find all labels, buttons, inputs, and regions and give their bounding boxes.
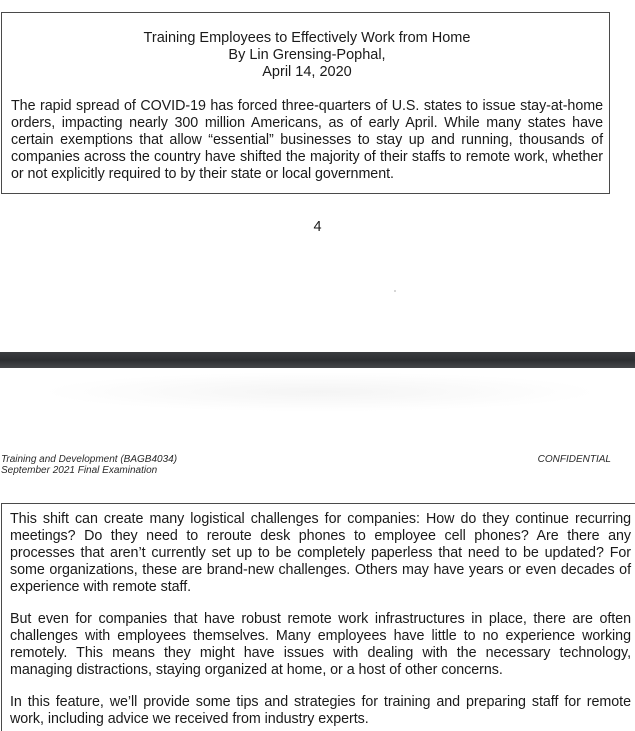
article-title-block <box>11 30 603 81</box>
exam-name: September 2021 Final Examination <box>1 465 158 476</box>
top-page <box>0 0 635 352</box>
scan-speck <box>394 290 396 292</box>
body-paragraph-3: In this feature, we’ll provide some tips and strategies for training and preparing staff for remote work, including advice we received from industry experts. <box>10 694 631 727</box>
page-number: 4 <box>313 219 322 235</box>
article-date: April 14, 2020 <box>262 64 352 80</box>
confidential-label: CONFIDENTIAL <box>537 454 611 465</box>
course-name: Training and Development (BAGB4034) <box>1 454 178 465</box>
body-paragraph-1: This shift can create many logistical challenges for companies: How do they continue recurring meetings? Do they need to reroute desk phones to employee cell phones? Are there any processes that aren’t currently set up to be completely paperless that need to be updated? For some organizations, these are brand-new challenges. Others may have years or even decades of experience with remote staff. <box>10 511 631 595</box>
body-paragraph-2: But even for companies that have robust remote work infrastructures in place, there are often challenges with employees themselves. Many employees have little to no experience working remotely. This means they might have issues with dealing with the necessary technology, managing distractions, staying organized at home, or a host of other concerns. <box>10 611 631 678</box>
scan-smudge <box>40 372 600 412</box>
exam-header-left <box>1 454 177 476</box>
article-intro-box <box>1 12 610 194</box>
article-title: Training Employees to Effectively Work from Home <box>143 30 471 46</box>
article-body-box <box>1 503 635 731</box>
page-divider <box>0 352 635 368</box>
intro-paragraph: The rapid spread of COVID-19 has forced three-quarters of U.S. states to issue stay-at-home orders, impacting nearly 300 million Americans, as of early April. While many states have certain exemptions that allow “essential” businesses to stay up and running, thousands of companies across the country have shifted the majority of their staffs to remote work, whether or not explicitly required to by their state or local government. <box>11 98 603 182</box>
bottom-page <box>0 368 635 731</box>
article-byline: By Lin Grensing-Pophal, <box>228 47 386 63</box>
